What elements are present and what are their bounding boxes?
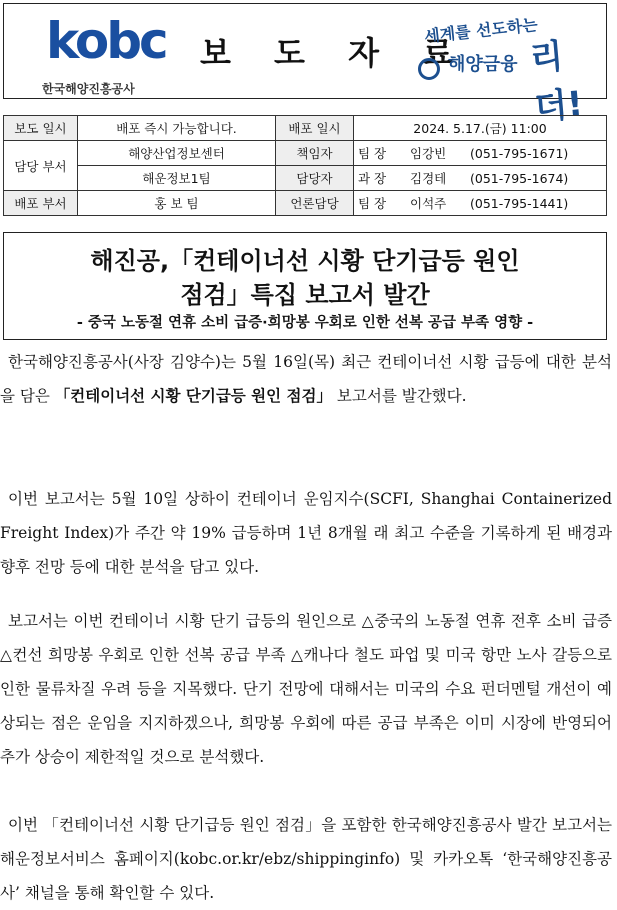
logo-wordmark: kobc (46, 12, 166, 70)
contact-role: 팀 장 (358, 196, 387, 211)
contact-label: 언론담당 (276, 191, 354, 216)
dist-date-value: 2024. 5.17.(금) 11:00 (354, 116, 607, 141)
ship-wheel-icon (418, 58, 440, 80)
kobc-logo (12, 8, 182, 96)
org-name: 한국해양진흥공사 (42, 82, 135, 96)
report-date-value: 배포 즉시 가능합니다. (78, 116, 276, 141)
headline-line1: 해진공,「컨테이너선 시황 단기급등 원인 (90, 247, 520, 275)
contact-label: 담당자 (276, 166, 354, 191)
headline-subtitle: - 중국 노동절 연휴 소비 급증·희망봉 우회로 인한 선복 공급 부족 영향 - (76, 315, 534, 331)
contact-phone: (051-795-1671) (470, 146, 569, 161)
report-date-label: 보도 일시 (4, 116, 78, 141)
p1-text-c: 보고서를 발간했다. (331, 387, 467, 405)
press-header (3, 3, 607, 128)
contact-row (354, 141, 607, 166)
dept-value2: 해운정보1팀 (78, 166, 276, 191)
contact-role: 과 장 (358, 171, 387, 186)
slogan-line1: 세계를 선도하는 (423, 15, 539, 46)
contact-phone: (051-795-1674) (470, 171, 569, 186)
info-table (3, 115, 607, 216)
slogan-logo (414, 12, 604, 128)
body-paragraph-2: 이번 보고서는 5월 10일 상하이 컨테이너 운임지수(SCFI, Shanghai Containerized Freight Index)가 주간 약 19% 급등하며 1년 8개월 래 최고 수준을 기록하게 된 배경과 향후 전망 등에 대한 분석을 담고 있다. (0, 490, 612, 576)
headline-box (3, 232, 607, 340)
slogan-line3: 리더! (528, 36, 585, 128)
p1-text-a: 한국해양진흥공사(사장 김양수)는 5월 16일(목) 최근 컨테이너선 시황 급등에 대한 분석을 담은 (0, 353, 612, 405)
contact-name: 김경테 (410, 171, 447, 186)
table-row (4, 141, 607, 166)
doc-type-title: 보 도 자 료 (200, 34, 470, 72)
headline-line2: 점검」특집 보고서 발간 (180, 281, 430, 309)
dept-label: 담당 부서 (4, 141, 78, 191)
contact-row (354, 191, 607, 216)
dist-dept-label: 배포 부서 (4, 191, 78, 216)
dist-dept-value: 홍 보 팀 (78, 191, 276, 216)
body-paragraph-1 (0, 345, 612, 413)
contact-label: 책임자 (276, 141, 354, 166)
table-row (4, 166, 607, 191)
dist-date-label: 배포 일시 (276, 116, 354, 141)
table-row (4, 116, 607, 141)
contact-name: 임강빈 (410, 146, 447, 161)
p1-report-title: 「컨테이너선 시황 단기급등 원인 점검」 (54, 386, 332, 405)
body-paragraph-4: 이번 「컨테이너선 시황 단기급등 원인 점검」을 포함한 한국해양진흥공사 발간 보고서는 해운정보서비스 홈페이지(kobc.or.kr/ebz/shippinginfo) 및 카카오톡 ‘한국해양진흥공사’ 채널을 통해 확인할 수 있다. (0, 816, 612, 902)
contact-phone: (051-795-1441) (470, 196, 569, 211)
contact-role: 팀 장 (358, 146, 387, 161)
slogan-line2: 해양금융 (448, 54, 518, 75)
table-row (4, 191, 607, 216)
contact-name: 이석주 (410, 196, 447, 211)
dept-value1: 해양산업정보센터 (78, 141, 276, 166)
contact-row (354, 166, 607, 191)
body-paragraph-3: 보고서는 이번 컨테이너 시황 단기 급등의 원인으로 △중국의 노동절 연휴 전후 소비 급증 △컨선 희망봉 우회로 인한 선복 공급 부족 △캐나다 철도 파업 및 미국 항만 노사 갈등으로 인한 물류차질 우려 등을 지목했다. 단기 전망에 대해서는 미국의 수요 펀더멘털 개선이 예상되는 점은 운임을 지지하겠으나, 희망봉 우회에 따른 공급 부족은 이미 시장에 반영되어 추가 상승이 제한적일 것으로 분석했다. (0, 612, 612, 766)
